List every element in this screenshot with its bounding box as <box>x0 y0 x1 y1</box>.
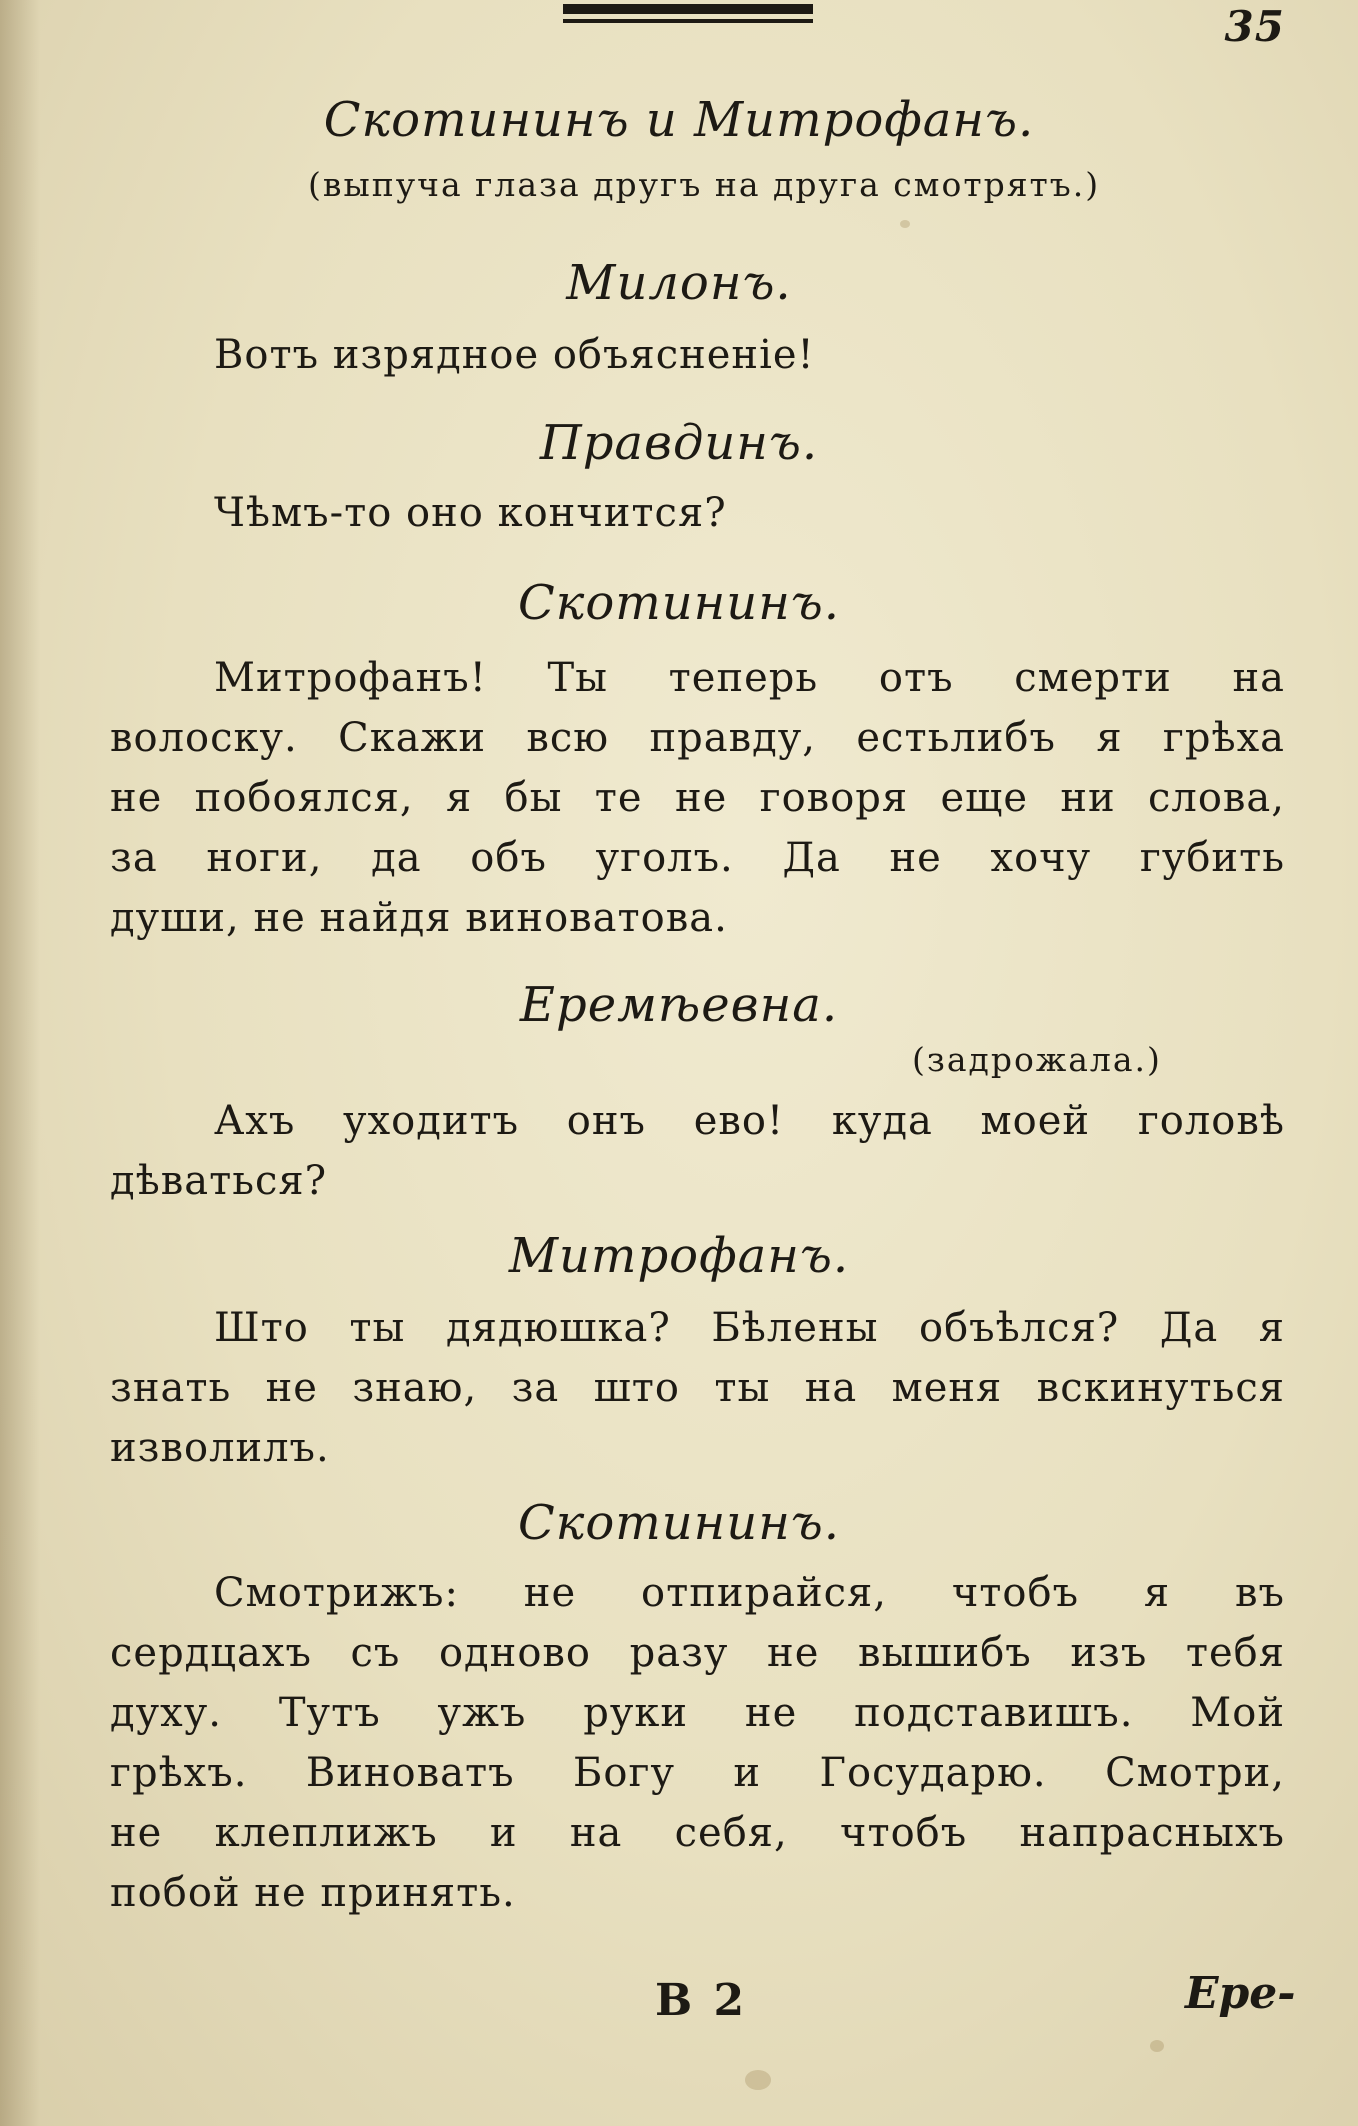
speaker-heading: Скотининъ. <box>517 575 841 631</box>
header-rule-thick <box>563 4 813 14</box>
speaker-heading: Правдинъ. <box>539 415 819 471</box>
paper-stain <box>900 220 910 228</box>
dialogue-line: грѣхъ. Виноватъ Богу и Государю. Смотри, <box>110 1750 1285 1796</box>
dialogue-line: Ахъ уходитъ онъ ево! куда моей головѣ <box>214 1098 1285 1144</box>
dialogue-line: Чѣмъ-то оно кончится? <box>214 490 727 536</box>
dialogue-line: изволилъ. <box>110 1425 330 1471</box>
dialogue-line: Митрофанъ! Ты теперь отъ смерти на <box>214 655 1285 701</box>
dialogue-line: за ноги, да объ уголъ. Да не хочу губить <box>110 835 1285 881</box>
speaker-heading: Скотининъ и Митрофанъ. <box>323 92 1035 148</box>
dialogue-line: знать не знаю, за што ты на меня вскинуться <box>110 1365 1285 1411</box>
dialogue-line: Што ты дядюшка? Бѣлены объѣлся? Да я <box>214 1305 1285 1351</box>
paper-stain <box>745 2070 771 2090</box>
dialogue-line: дѣваться? <box>110 1158 328 1204</box>
dialogue-line: не побоялся, я бы те не говоря еще ни слова, <box>110 775 1285 821</box>
paper-stain <box>1150 2040 1164 2052</box>
speaker-heading: Еремѣевна. <box>519 977 839 1033</box>
stage-direction: (выпуча глаза другъ на друга смотрятъ.) <box>308 165 1101 204</box>
dialogue-line: души, не найдя виноватова. <box>110 895 728 941</box>
page-edge-shadow <box>0 0 40 2126</box>
speaker-heading: Скотининъ. <box>517 1495 841 1551</box>
dialogue-line: побой не принять. <box>110 1870 516 1916</box>
catchword: Ере- <box>1185 1968 1296 2019</box>
stage-direction: (задрожала.) <box>912 1040 1162 1079</box>
speaker-heading: Милонъ. <box>566 255 792 311</box>
page-number: 35 <box>1224 2 1285 51</box>
header-rule-thin <box>563 19 813 23</box>
header-double-rule <box>563 4 813 23</box>
dialogue-line: волоску. Скажи всю правду, естьлибъ я грѣха <box>110 715 1285 761</box>
signature-mark: В 2 <box>655 1975 748 2026</box>
dialogue-line: Вотъ изрядное объясненіе! <box>214 332 815 378</box>
dialogue-line: не клеплижъ и на себя, чтобъ напрасныхъ <box>110 1810 1285 1856</box>
dialogue-line: духу. Тутъ ужъ руки не подставишъ. Мой <box>110 1690 1285 1736</box>
dialogue-line: сердцахъ съ одново разу не вышибъ изъ тебя <box>110 1630 1285 1676</box>
speaker-heading: Митрофанъ. <box>508 1228 850 1284</box>
dialogue-line: Смотрижъ: не отпирайся, чтобъ я въ <box>214 1570 1285 1616</box>
